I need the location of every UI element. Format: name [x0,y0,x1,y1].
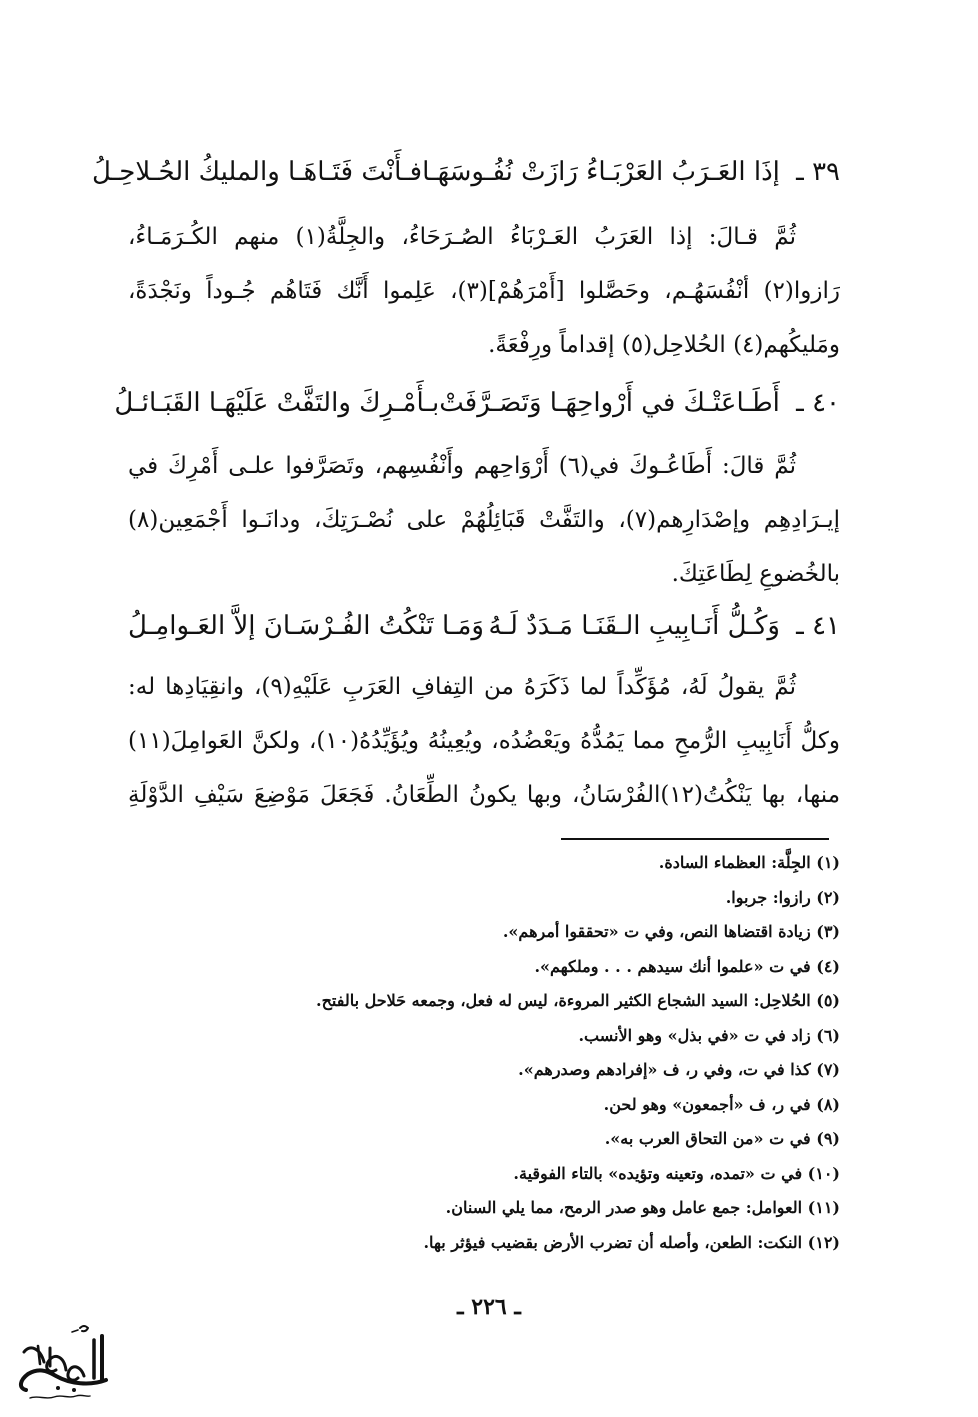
commentary-line: ومَليكُهم(٤) الحُلاحِل(٥) إقداماً ورِفْعَةً. [488,332,840,358]
commentary-39 [128,210,840,372]
verse-number: ٤٠ ـ [796,388,840,418]
verse-text-right: إذَا العَـرَبُ العَرْبَـاءُ رَازَتْ نُفُـوسَهَـا [422,157,780,187]
footnote: (٣) زيادة اقتضاها النص، وفي ت «تحققوا أمرهم». [502,922,840,941]
footnote: (٨) في ر، ف «أجمعون» وهو لحن. [603,1094,840,1114]
verse-text-right: أَطَـاعَتْـكَ في أَرْواحِهَـا وَتَصَـرَّفَتْ [439,388,780,418]
footnote: (٤) في ت «علموا أنك سيدهم . . . وملكهم». [534,956,840,976]
verse-second-hemistich: بـأَمْـرِكَ والتَفَّتْ عَلَيْهَـا القَبَـائـلُ [114,388,440,418]
footnote: (١٠) في ت «تمده، وتعينه وتؤيده» بالتاء الفوقية. [513,1163,840,1183]
calligraphic-stamp-logo [10,1318,114,1404]
verse-number: ٤١ ـ [796,611,840,641]
verse-number: ٣٩ ـ [796,157,840,187]
commentary-line: ثُمَّ قالَ: أَطَاعُـوكَ في(٦) أَرْوَاحِهم وأَنْفُسِهم، وتَصَرَّفوا علـى أَمْرِكَ في [128,453,796,479]
verse-second-hemistich: وَمَـا تَنْكُتُ الفُـرْسَـانَ إلاَّ العَـوامِـلُ [128,611,484,641]
commentary-line: ثُمَّ قـالَ: إذا العَرَبُ العَـرْبَاءُ الصُـرَحَاءُ، والجِلَّةُ(١) منهم الكُـرَمَـاءُ، [128,224,796,250]
verse-39 [91,152,840,192]
footnote: (١٢) النكت: الطعن، وأصله أن تضرب الأرض بقضيب فيؤثر بها. [423,1232,840,1252]
commentary-line: إيـرَادِهِم وإصْدَارِهم(٧)، والتَفَّتْ قَبَائِلُهُمْ على نُصْـرَتِكَ، ودانَـوا أَجْمَعِين(٨) [128,507,840,533]
footnote: (٢) رازوا: جربوا. [725,887,840,907]
footnote: (٩) في ت «من التحاق العرب به». [604,1129,840,1148]
verse-40 [114,383,840,423]
footnote: (٥) الحُلاحِل: السيد الشجاع الكثير المروءة، ليس له فعل، وجمعه حَلاحل بالفتح. [316,991,840,1010]
verse-41 [128,606,840,646]
footnote: (٦) زاد في ت «في بذل» وهو الأنسب. [578,1025,840,1045]
footnote: (٧) كذا في ت، وفي ر، ف «إفرادهم وصدرهم». [518,1060,840,1079]
commentary-line: وكلُّ أَنَابِيبِ الرُّمحِ مما يَمُدُّهُ ويَعْضُدُه، ويُعِينُهُ ويُؤَيِّدُهُ(١٠)، ولكنَّ العَوامِلَ(١١) [128,728,840,754]
verse-first-hemistich [422,152,840,192]
verse-text-right: وَكُـلُّ أَنَـابِيبِ الـقَنَـا مَـدَدٌ لَـهُ [488,611,780,641]
commentary-line: رَازوا(٢) أنْفُسَهُـم، وحَصَّلوا [أَمْرَهُمْ](٣)، عَلِموا أَنَّك فَتَاهُم جُـوداً ونَجْدَةً، [128,278,840,304]
verse-second-hemistich: فـأَنْتَ فَتَـاهَـا والمليكُ الحُـلاحِـلُ [91,157,423,187]
commentary-line: ثُمَّ يقولُ لَهُ، مُؤَكِّداً لما ذَكَرَهُ من التِفافِ العَرَبِ عَلَيْهِ(٩)، وانقِيَادِها له: [128,674,796,700]
footnotes [128,846,840,1260]
footnote-separator [561,838,829,840]
verse-first-hemistich [488,606,840,646]
footnote: (١١) العوامل: جمع عامل وهو صدر الرمح، مما يلي السنان. [445,1198,840,1217]
footnote: (١) الجِلَّة: العظماء السادة. [658,853,840,872]
commentary-line: بالخُضوعِ لِطَاعَتِكَ. [671,561,840,587]
page-number: ـ ٢٢٦ ـ [457,1294,521,1320]
verse-first-hemistich [439,383,840,423]
commentary-41 [128,660,840,822]
commentary-40 [128,439,840,601]
commentary-line: منها، بها يَنْكُتُ(١٢)الفُرْسَانُ، وبها يكونُ الطِّعَانُ. فَجَعَلَ مَوْضِعَ سَيْفِ الدَّوْلَةِ [128,782,840,808]
